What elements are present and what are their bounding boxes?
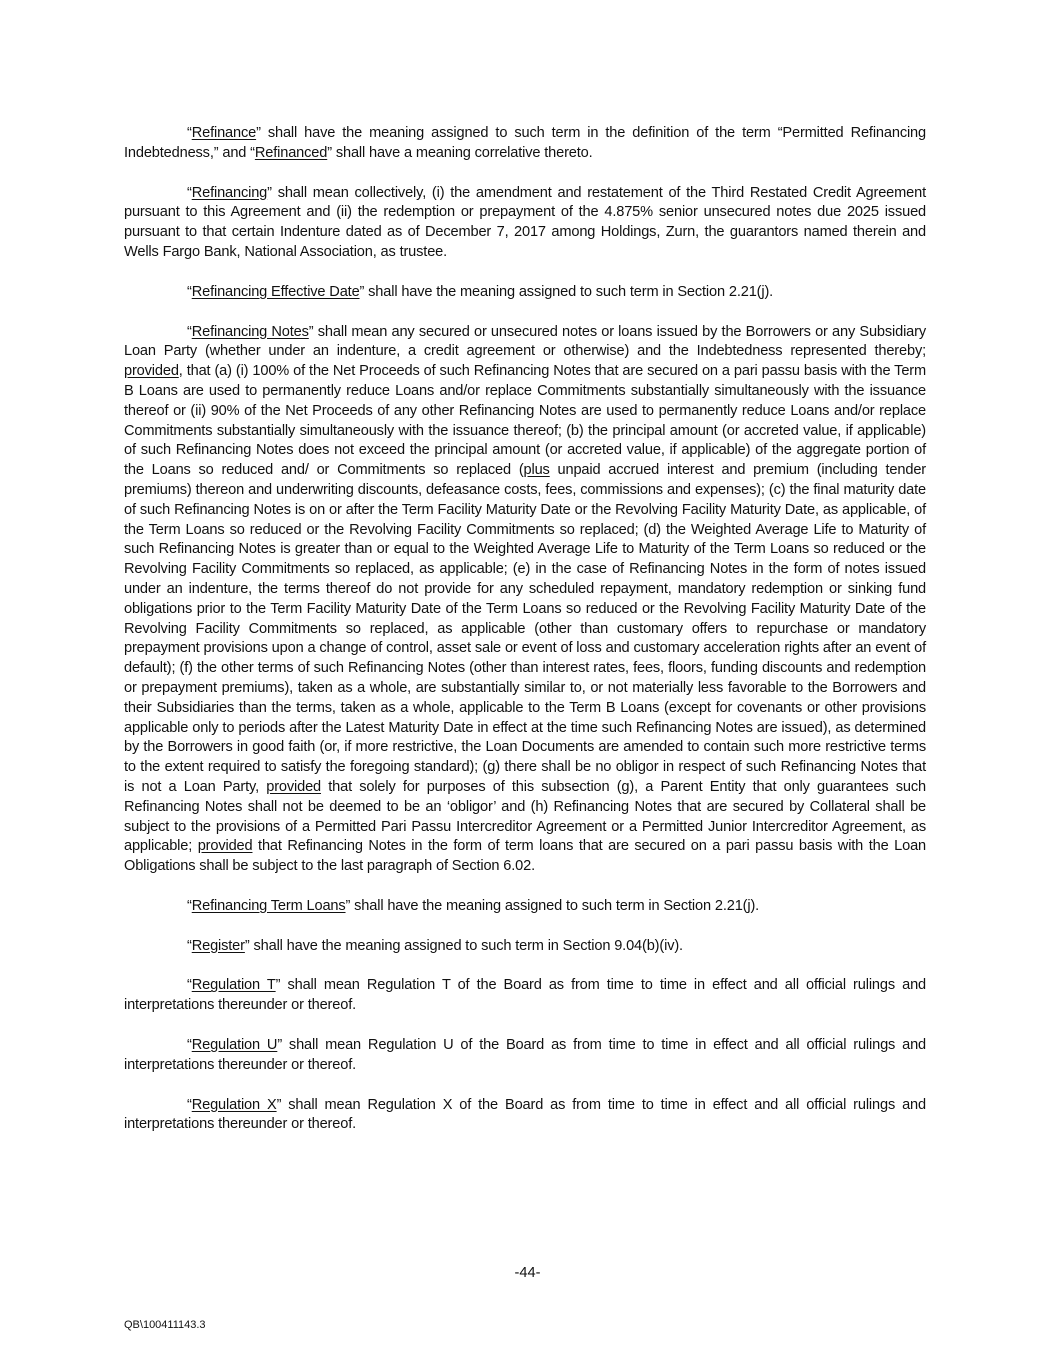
- defined-term: Refinancing Term Loans: [191, 897, 346, 914]
- underlined-text: Refinanced: [254, 144, 328, 161]
- open-quote: “: [187, 977, 192, 994]
- definition-text: ” shall have the meaning assigned to such term in Section 2.21(j).: [345, 897, 760, 914]
- underlined-text: provided: [266, 778, 322, 795]
- definition-text: ” shall mean Regulation T of the Board as from time to time in effect and all official rulings and interpretations thereunder or thereof.: [124, 977, 927, 1014]
- open-quote: “: [187, 283, 192, 300]
- definition-text: ” shall mean collectively, (i) the amendment and restatement of the Third Restated Credit Agreement pursuant to this Agreement and (ii) the redemption or prepayment of the 4.875% senior unsecured notes due 2025 issued pursuant to that certain Indenture dated as of December 7, 2017 among Holdings, Zurn, the guarantors named therein and Wells Fargo Bank, National Association, as trustee.: [124, 184, 926, 260]
- underlined-text: plus: [523, 462, 550, 479]
- definition-text: that Refinancing Notes in the form of term loans that are secured on a pari passu basis with the Loan Obligations shall be subject to the last paragraph of Section 6.02.: [124, 838, 926, 875]
- open-quote: “: [187, 125, 192, 141]
- definition-paragraph: [124, 937, 926, 957]
- underlined-text: provided: [197, 838, 253, 855]
- definition-text: ” shall mean any secured or unsecured notes or loans issued by the Borrowers or any Subsidiary Loan Party (whether under an indenture, a credit agreement or otherwise) and the Indebtedness represented thereby;: [124, 323, 927, 360]
- definition-paragraph: [124, 897, 926, 917]
- defined-term: Refinance: [191, 125, 257, 141]
- defined-term: Refinancing: [191, 184, 268, 201]
- defined-term: Regulation X: [191, 1096, 277, 1113]
- defined-term: Register: [191, 937, 245, 954]
- definition-paragraph: [124, 124, 926, 164]
- definition-text: ” shall mean Regulation X of the Board as from time to time in effect and all official rulings and interpretations thereunder or thereof.: [124, 1096, 926, 1133]
- document-id: QB\100411143.3: [124, 1319, 206, 1331]
- definition-paragraph: [124, 976, 926, 1016]
- open-quote: “: [187, 1096, 192, 1113]
- document-body: [124, 124, 926, 1155]
- open-quote: “: [187, 184, 192, 201]
- defined-term: Refinancing Notes: [191, 323, 309, 340]
- definition-paragraph: [124, 184, 926, 263]
- defined-term: Regulation T: [191, 977, 276, 994]
- definition-text: that solely for purposes of this subsection (g), a Parent Entity that only guarantees such Refinancing Notes shall not be deemed to be an ‘obligor’ and (h) Refinancing Notes that are secured by Collateral shall be subject to the provisions of a Permitted Pari Passu Intercreditor Agreement or a Permitted Junior Intercreditor Agreement, as applicable;: [124, 778, 926, 855]
- definition-text: , that (a) (i) 100% of the Net Proceeds of such Refinancing Notes that are secured on a pari passu basis with the Term B Loans are used to permanently reduce Loans and/or replace Commitments substantially simultaneously with the issuance thereof or (ii) 90% of the Net Proceeds of any other Refinancing Notes are used to permanently reduce Loans and/or replace Commitments substantially simultaneously with the issuance thereof; (b) the principal amount (or accreted value, if applicable) of such Refinancing Notes does not exceed the principal amount (or accreted value, if applicable) of the aggregate portion of the Loans so reduced and/ or Commitments so replaced (: [124, 363, 926, 479]
- open-quote: “: [187, 897, 192, 914]
- definition-text: ” shall have the meaning assigned to such term in Section 9.04(b)(iv).: [244, 937, 683, 954]
- defined-term: Regulation U: [191, 1037, 278, 1054]
- definition-paragraph: [124, 323, 926, 877]
- definition-text: ” shall mean Regulation U of the Board as from time to time in effect and all official rulings and interpretations thereunder or thereof.: [124, 1037, 927, 1073]
- open-quote: “: [187, 323, 192, 340]
- definition-paragraph: [124, 1036, 926, 1076]
- open-quote: “: [187, 1037, 192, 1054]
- definition-text: ” shall have the meaning assigned to such term in the definition of the term “Permitted Refinancing Indebtedness,” and “: [124, 125, 926, 161]
- defined-term: Refinancing Effective Date: [191, 283, 360, 300]
- definition-paragraph: [124, 1096, 926, 1136]
- underlined-text: provided: [124, 363, 179, 380]
- definition-paragraph: [124, 283, 926, 303]
- definition-text: ” shall have the meaning assigned to such term in Section 2.21(j).: [359, 283, 774, 300]
- page-number: -44-: [514, 1265, 541, 1281]
- open-quote: “: [187, 937, 192, 954]
- definition-text: ” shall have a meaning correlative thereto.: [327, 144, 593, 161]
- definition-text: unpaid accrued interest and premium (including tender premiums) thereon and underwriting discounts, defeasance costs, fees, commissions and expenses); (c) the final maturity date of such Refinancing Notes is on or after the Term Facility Maturity Date or the Revolving Facility Maturity Date, as applicable, of the Term Loans so reduced or the Revolving Facility Commitments so replaced; (d) the Weighted Average Life to Maturity of such Refinancing Notes is greater than or equal to the Weighted Average Life to Maturity of the Term Loans so reduced or the Revolving Facility Commitments so replaced, as applicable; (e) in the case of Refinancing Notes in the form of notes issued under an indenture, the terms thereof do not provide for any scheduled repayment, mandatory redemption or sinking fund obligations prior to the Term Facility Maturity Date of the Term Loans so reduced or the Revolving Facility Maturity Date of the Revolving Facility Commitments so replaced, as applicable (other than customary offers to repurchase or mandatory prepayment provisions upon a change of control, asset sale or event of loss and customary acceleration rights after an event of default); (f) the other terms of such Refinancing Notes (other than interest rates, fees, floors, funding discounts and redemption or prepayment premiums), taken as a whole, are substantially similar to, or not materially less favorable to the Borrowers and their Subsidiaries than the terms, taken as a whole, applicable to the Term B Loans (except for covenants or other provisions applicable only to periods after the Latest Maturity Date in effect at the time such Refinancing Notes are issued), as determined by the Borrowers in good faith (or, if more restrictive, the Loan Documents are amended to contain such more restrictive terms to the extent required to satisfy the foregoing standard); (g) there shall be no obligor in respect of such Refinancing Notes that is not a Loan Party,: [124, 462, 926, 795]
